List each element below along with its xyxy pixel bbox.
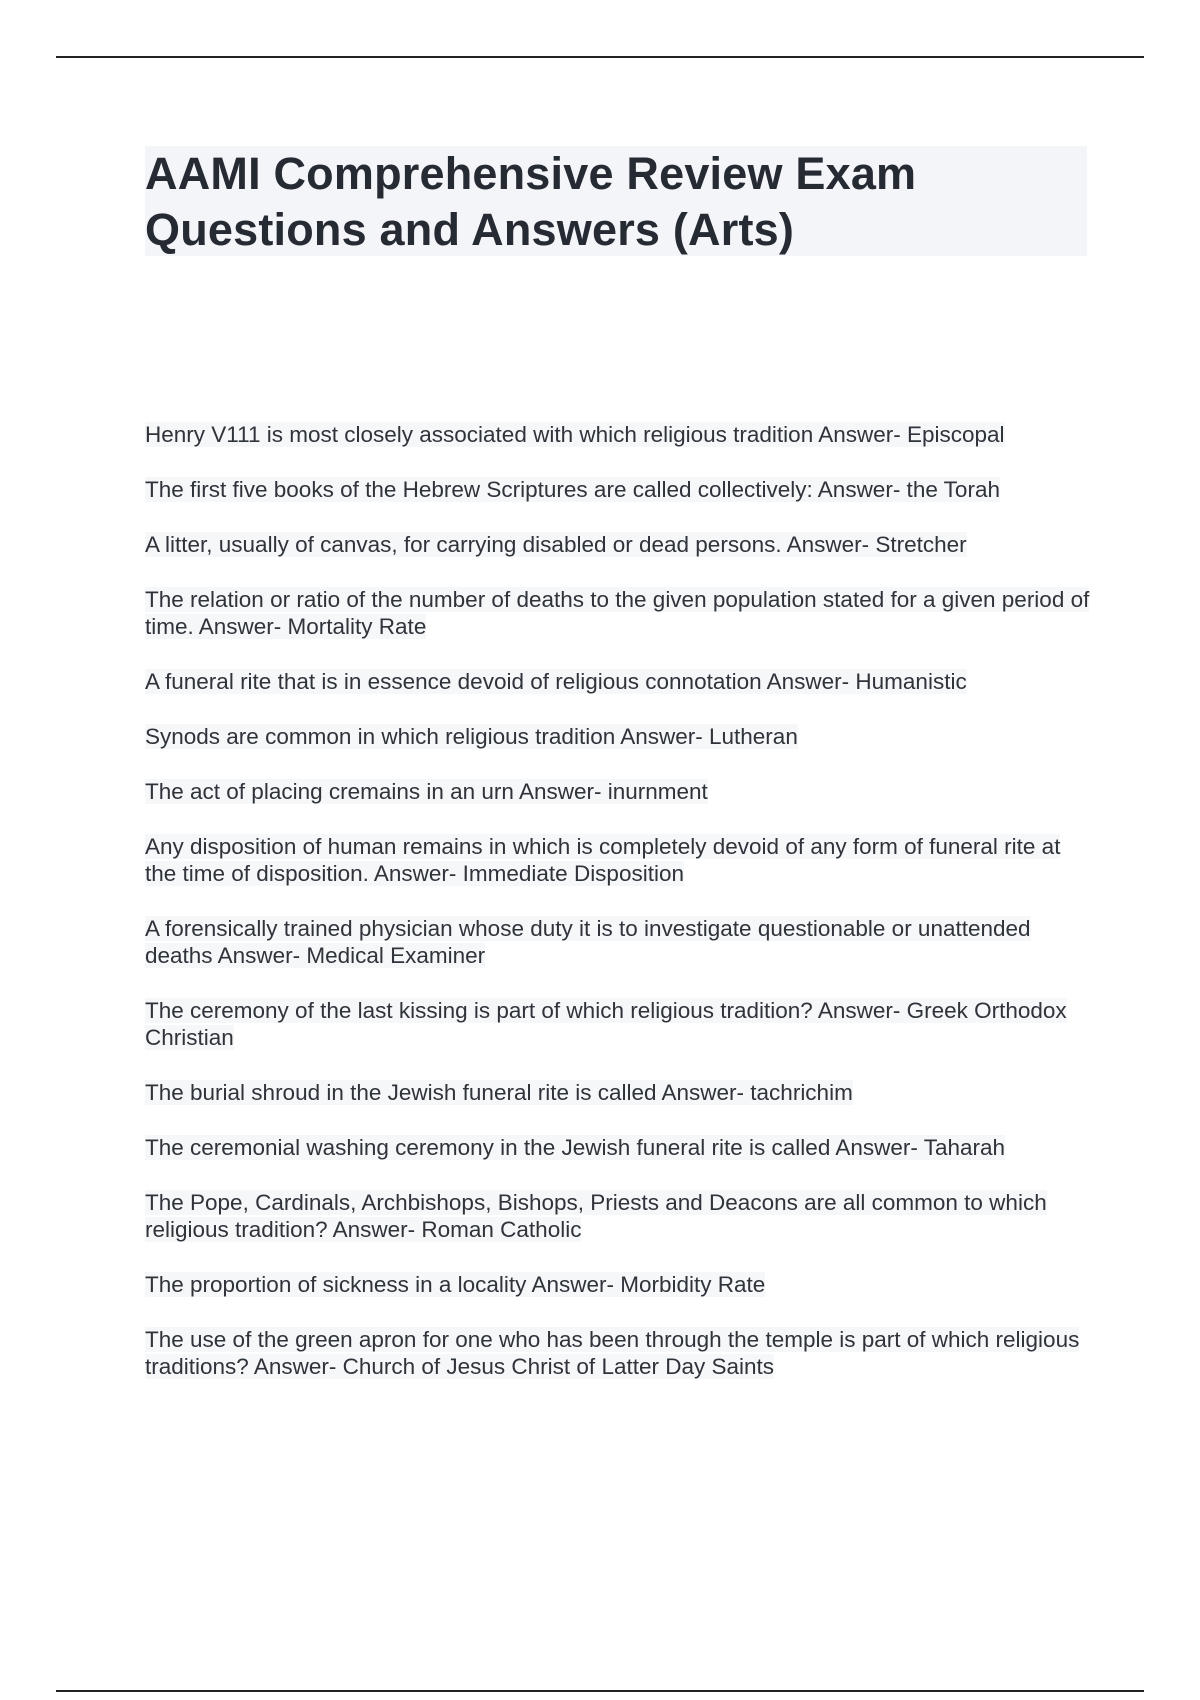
qa-text: A litter, usually of canvas, for carrying disabled or dead persons. Answer- Stretcher <box>145 532 967 557</box>
qa-item <box>145 421 1095 448</box>
title-block <box>145 146 1087 256</box>
qa-item <box>145 1134 1095 1161</box>
qa-item <box>145 915 1095 969</box>
qa-item <box>145 531 1095 558</box>
qa-text: The first five books of the Hebrew Scriptures are called collectively: Answer- the Torah <box>145 477 1000 502</box>
qa-item <box>145 778 1095 805</box>
qa-text: Any disposition of human remains in which is completely devoid of any form of funeral rite at the time of disposition. Answer- Immediate Disposition <box>145 834 1061 886</box>
qa-text: The Pope, Cardinals, Archbishops, Bishops, Priests and Deacons are all common to which religious tradition? Answer- Roman Catholic <box>145 1190 1047 1242</box>
bottom-rule <box>56 1690 1144 1692</box>
qa-text: The use of the green apron for one who has been through the temple is part of which religious traditions? Answer- Church of Jesus Christ of Latter Day Saints <box>145 1327 1080 1379</box>
qa-item <box>145 1079 1095 1106</box>
qa-text: Henry V111 is most closely associated with which religious tradition Answer- Episcopal <box>145 422 1005 447</box>
qa-text: The act of placing cremains in an urn Answer- inurnment <box>145 779 708 804</box>
title-line-2: Questions and Answers (Arts) <box>145 204 795 255</box>
qa-text: The relation or ratio of the number of deaths to the given population stated for a given period of time. Answer- Mortality Rate <box>145 587 1090 639</box>
qa-item <box>145 586 1095 640</box>
qa-item <box>145 1271 1095 1298</box>
qa-item <box>145 1326 1095 1380</box>
qa-item <box>145 833 1095 887</box>
top-rule <box>56 56 1144 58</box>
qa-item <box>145 997 1095 1051</box>
title-line-1: AAMI Comprehensive Review Exam <box>145 148 917 199</box>
qa-text: A forensically trained physician whose duty it is to investigate questionable or unattended deaths Answer- Medical Examiner <box>145 916 1031 968</box>
qa-text: The ceremony of the last kissing is part of which religious tradition? Answer- Greek Orthodox Christian <box>145 998 1067 1050</box>
qa-text: Synods are common in which religious tradition Answer- Lutheran <box>145 724 798 749</box>
qa-item <box>145 723 1095 750</box>
page-title <box>145 146 1087 258</box>
qa-item <box>145 476 1095 503</box>
qa-list <box>145 421 1095 1408</box>
qa-item <box>145 668 1095 695</box>
qa-item <box>145 1189 1095 1243</box>
qa-text: The ceremonial washing ceremony in the Jewish funeral rite is called Answer- Taharah <box>145 1135 1006 1160</box>
qa-text: The burial shroud in the Jewish funeral rite is called Answer- tachrichim <box>145 1080 853 1105</box>
qa-text: The proportion of sickness in a locality Answer- Morbidity Rate <box>145 1272 766 1297</box>
qa-text: A funeral rite that is in essence devoid of religious connotation Answer- Humanistic <box>145 669 967 694</box>
